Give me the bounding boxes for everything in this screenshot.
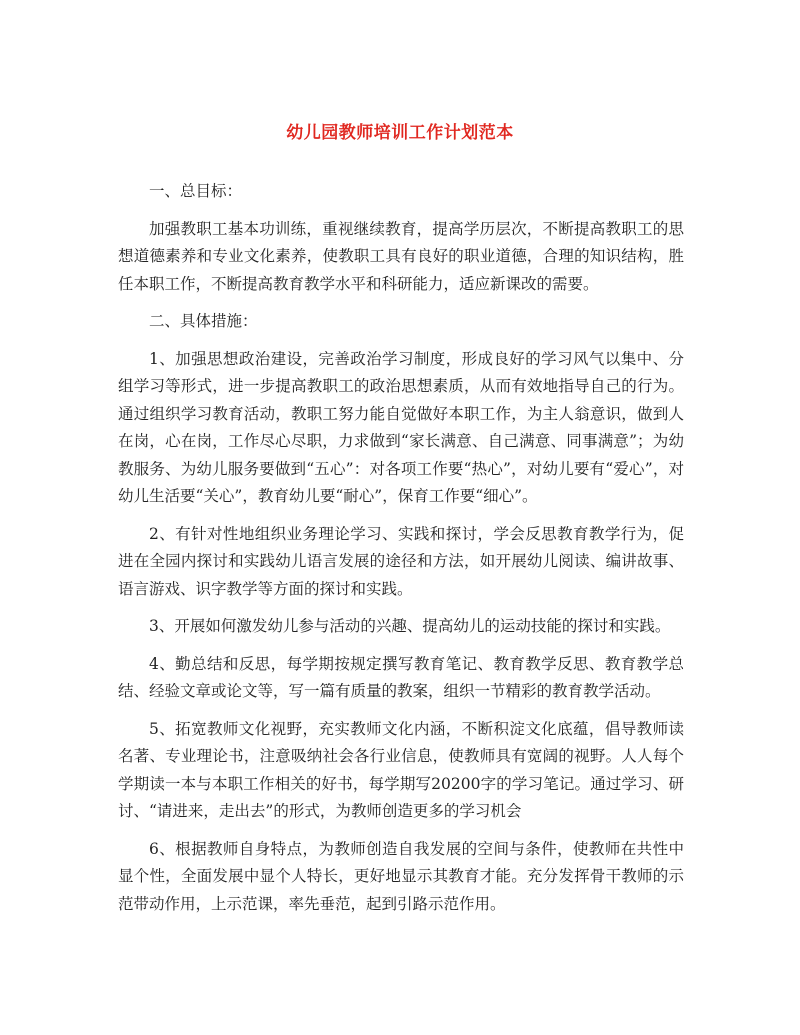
- section-heading-overall-goal: 一、总目标：: [149, 182, 243, 200]
- paragraph-measure-3: 3、开展如何激发幼儿参与活动的兴趣、提高幼儿的运动技能的探讨和实践。: [149, 617, 671, 635]
- section-heading-measures: 二、具体措施：: [149, 312, 258, 330]
- paragraph-measure-4: 4、勤总结和反思，每学期按规定撰写教育笔记、教育教学反思、教育教学总结、经验文章或论文等，写一篇有质量的教案，组织一节精彩的教育教学活动。: [118, 654, 684, 700]
- paragraph-measure-2: 2、有针对性地组织业务理论学习、实践和探讨，学会反思教育教学行为，促进在全园内探讨和实践幼儿语言发展的途径和方法，如开展幼儿阅读、编讲故事、语言游戏、识字教学等方面的探讨和实践。: [118, 524, 684, 598]
- paragraph-measure-1: 1、加强思想政治建设，完善政治学习制度，形成良好的学习风气以集中、分组学习等形式，进一步提高教职工的政治思想素质，从而有效地指导自己的行为。通过组织学习教育活动，教职工努力能自觉做好本职工作，为主人翁意识，做到人在岗，心在岗，工作尽心尽职，力求做到“家长满意、自己满意、同事满意”；为幼教服务、为幼儿服务要做到“五心”：对各项工作要“热心”，对幼儿要有“爱心”，对幼儿生活要“关心”，教育幼儿要“耐心”，保育工作要“细心”。: [118, 349, 685, 505]
- paragraph-overall-goal: 加强教职工基本功训练，重视继续教育，提高学历层次，不断提高教职工的思想道德素养和专业文化素养，使教职工具有良好的职业道德，合理的知识结构，胜任本职工作，不断提高教育教学水平和科研能力，适应新课改的需要。: [118, 219, 684, 293]
- paragraph-measure-6: 6、根据教师自身特点，为教师创造自我发展的空间与条件，使教师在共性中显个性，全面发展中显个人特长，更好地显示其教育才能。充分发挥骨干教师的示范带动作用，上示范课，率先垂范，起到引路示范作用。: [118, 839, 684, 913]
- page-title: 幼儿园教师培训工作计划范本: [286, 123, 514, 143]
- paragraph-measure-5: 5、拓宽教师文化视野，充实教师文化内涵，不断积淀文化底蕴，倡导教师读名著、专业理论书，注意吸纳社会各行业信息，使教师具有宽阔的视野。人人每个学期读一本与本职工作相关的好书，每学期写20200字的学习笔记。通过学习、研讨、“请进来，走出去”的形式，为教师创造更多的学习机会: [118, 719, 684, 820]
- document-body: [118, 178, 684, 928]
